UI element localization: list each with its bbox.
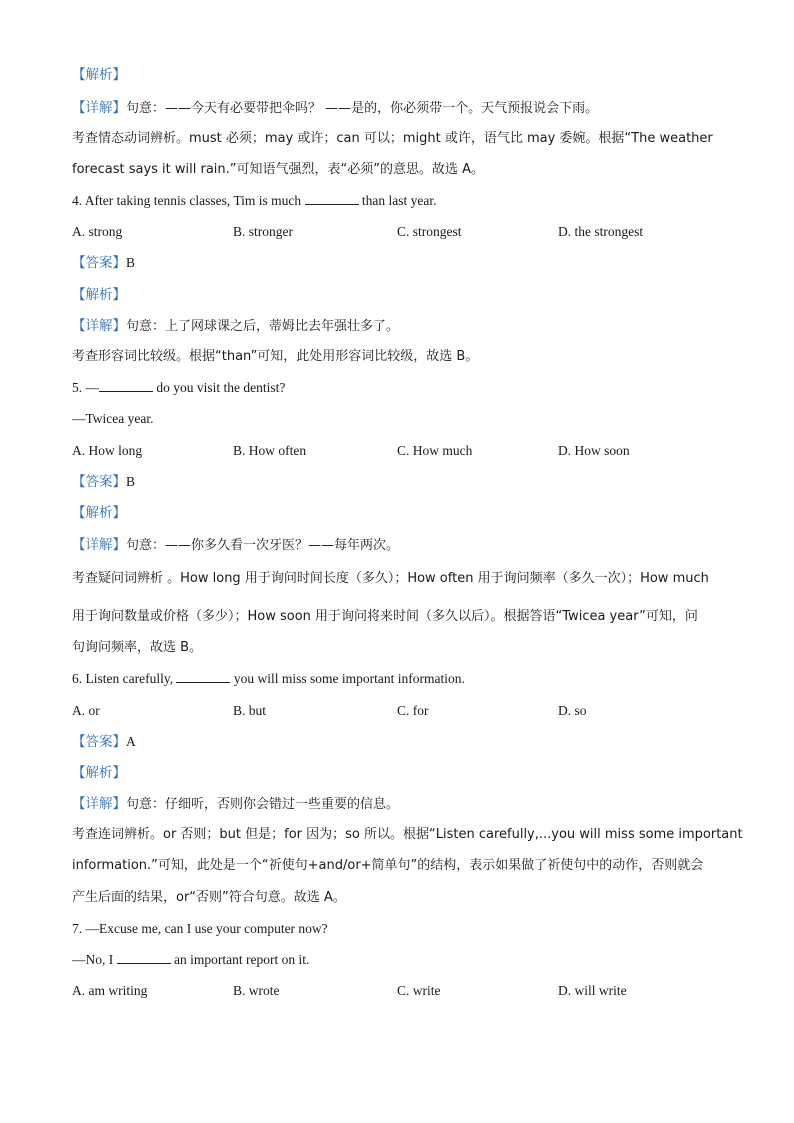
explanation-line: forecast says it will rain.”可知语气强烈，表“必须”的意思。故选 A。 [72, 162, 485, 177]
option-a[interactable]: A. am writing [72, 983, 148, 998]
option-c[interactable]: C. strongest [397, 224, 462, 239]
analysis-tag: 【解析】 [72, 765, 126, 781]
answer-blank [305, 192, 359, 205]
analysis-tag: 【解析】 [72, 67, 126, 83]
explanation-line: 考查连词辨析。or 否则；but 但是；for 因为；so 所以。根据“Listen carefully,...you will miss some important [72, 827, 743, 842]
question-reply: —Twicea year. [72, 411, 154, 426]
option-a[interactable]: A. strong [72, 224, 123, 239]
answer-line [72, 733, 136, 751]
detail-tag: 【详解】 [72, 796, 126, 812]
answer-blank [176, 670, 230, 683]
question-reply [72, 951, 309, 969]
answer-blank [117, 951, 171, 964]
stem-text: 5. — [72, 380, 99, 395]
stem-text: than last year. [361, 193, 437, 208]
option-d[interactable]: D. so [558, 703, 587, 718]
option-d[interactable]: D. the strongest [558, 224, 644, 239]
detail-tag: 【详解】 [72, 537, 126, 553]
question-stem: 7. —Excuse me, can I use your computer now? [72, 921, 328, 936]
detail-line [72, 795, 399, 814]
stem-text: do you visit the dentist? [156, 380, 286, 395]
detail-tag: 【详解】 [72, 100, 126, 116]
option-b[interactable]: B. wrote [233, 983, 280, 998]
option-row [72, 223, 722, 241]
answer-tag: 【答案】 [72, 255, 126, 271]
answer-value: B [126, 255, 136, 270]
stem-text: you will miss some important information. [233, 671, 465, 686]
question-stem [72, 192, 436, 210]
option-c[interactable]: C. How much [397, 443, 473, 458]
explanation-line: 考查形容词比较级。根据“than”可知，此处用形容词比较级，故选 B。 [72, 349, 479, 364]
analysis-tag: 【解析】 [72, 505, 126, 521]
reply-text: —No, I [72, 952, 114, 967]
explanation-line: 考查疑问词辨析 。How long 用于询问时间长度（多久）；How often 用于询问频率（多久一次）；How much [72, 571, 709, 586]
detail-tag: 【详解】 [72, 318, 126, 334]
answer-value: A [126, 734, 136, 749]
answer-value: B [126, 474, 136, 489]
option-d[interactable]: D. will write [558, 983, 627, 998]
answer-blank [99, 379, 153, 392]
reply-text: an important report on it. [174, 952, 310, 967]
option-row [72, 702, 722, 720]
option-a[interactable]: A. or [72, 703, 100, 718]
option-row [72, 442, 722, 460]
detail-text: 句意：——今天有必要带把伞吗？ ——是的，你必须带一个。天气预报说会下雨。 [126, 101, 599, 116]
answer-tag: 【答案】 [72, 474, 126, 490]
answer-line [72, 254, 135, 272]
analysis-tag: 【解析】 [72, 287, 126, 303]
option-row [72, 982, 722, 1000]
analysis-heading [72, 66, 126, 84]
answer-tag: 【答案】 [72, 734, 126, 750]
explanation-line: 产生后面的结果，or“否则”符合句意。故选 A。 [72, 890, 346, 905]
question-stem [72, 379, 285, 397]
stem-text: 4. After taking tennis classes, Tim is much [72, 193, 302, 208]
stem-text: 6. Listen carefully, [72, 671, 174, 686]
detail-text: 句意：——你多久看一次牙医？——每年两次。 [126, 538, 400, 553]
analysis-heading [72, 764, 126, 782]
explanation-line: information.”可知，此处是一个“祈使句+and/or+简单句”的结构，表示如果做了祈使句中的动作，否则就会 [72, 858, 704, 873]
detail-line [72, 536, 399, 555]
detail-line [72, 317, 399, 336]
detail-text: 句意：仔细听，否则你会错过一些重要的信息。 [126, 797, 400, 812]
option-c[interactable]: C. for [397, 703, 429, 718]
analysis-heading [72, 504, 126, 522]
option-b[interactable]: B. How often [233, 443, 307, 458]
explanation-line: 用于询问数量或价格（多少）；How soon 用于询问将来时间（多久以后）。根据答语“Twicea year”可知，问 [72, 609, 698, 624]
explanation-line: 句询问频率，故选 B。 [72, 640, 203, 655]
option-b[interactable]: B. stronger [233, 224, 293, 239]
detail-text: 句意：上了网球课之后，蒂姆比去年强壮多了。 [126, 319, 400, 334]
explanation-line: 考查情态动词辨析。must 必须；may 或许；can 可以；might 或许，语气比 may 委婉。根据“The weather [72, 131, 713, 146]
option-a[interactable]: A. How long [72, 443, 143, 458]
answer-line [72, 473, 135, 491]
option-c[interactable]: C. write [397, 983, 441, 998]
option-b[interactable]: B. but [233, 703, 267, 718]
option-d[interactable]: D. How soon [558, 443, 630, 458]
question-stem [72, 670, 465, 688]
analysis-heading [72, 286, 126, 304]
detail-line [72, 99, 598, 118]
